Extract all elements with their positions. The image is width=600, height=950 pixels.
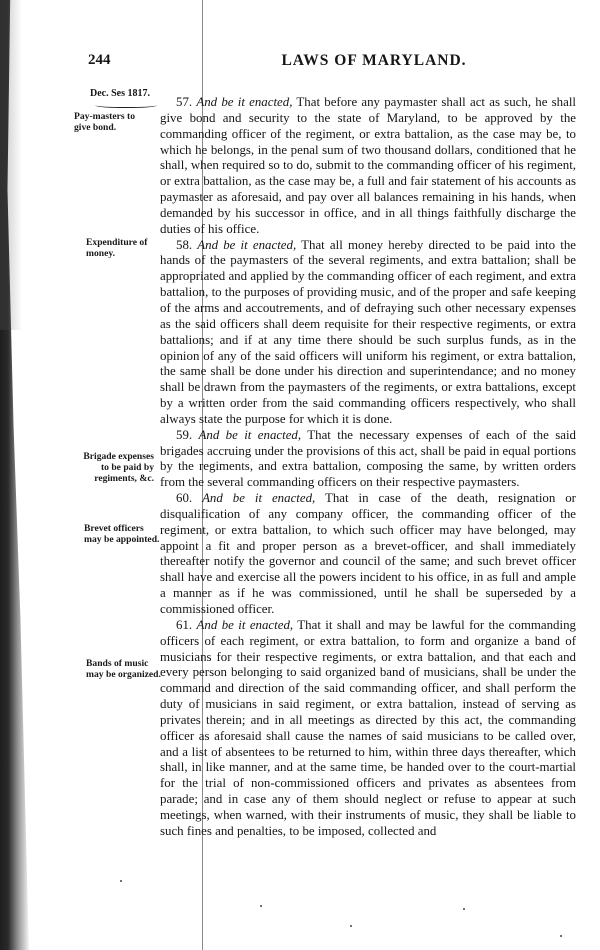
- scan-speck: [260, 905, 262, 907]
- session-note: Dec. Ses 1817.: [90, 88, 150, 99]
- page-header: [88, 52, 570, 72]
- body-text: [160, 95, 576, 840]
- margin-note-expenditure: Expenditure of money.: [86, 237, 148, 259]
- section-57: [160, 95, 576, 238]
- scan-speck: [120, 880, 122, 882]
- section-number: 59.: [176, 427, 193, 442]
- section-text: That before any paymaster shall act as such, he shall give bond and security to the state of Maryland, to be approved by the commanding officer of the regiment, or extra battalion, as the case may be, to which he belongs, in the penal sum of two thousand dollars, conditioned that he shall, when required so to do, submit to the commanding officer of his regiment, or extra battalion, as the case may be, a full and fair statement of his accounts as paymaster as aforesaid, and pay over all balances remaining in his hands, when demanded by his successor in office, and in all things faithfully discharge the duties of his office.: [160, 95, 576, 236]
- section-number: 60.: [176, 491, 193, 506]
- enacting-clause: And be it enacted,: [202, 491, 316, 506]
- section-text: That the necessary expenses of each of the said brigades accruing under the provisions of this act, shall be paid in equal portions by the regiments, and extra battalion, composing the same, by written orders from the several commanding officers on their respective paymasters.: [160, 427, 576, 490]
- section-text: That in case of the death, resignation or disqualification of any company officer, the commanding officer of the regiment, or extra battalion, to which such officer may have belonged, may appoint a fit and proper person as a brevet-officer, and shall immediately thereafter notify the governor and council of the same; and such brevet officer shall have and exercise all the powers incident to his office, in as full and ample a manner as if he was commissioned, until he shall be superseded by a commissioned officer.: [160, 491, 576, 616]
- scan-speck: [560, 935, 562, 937]
- enacting-clause: And be it enacted,: [196, 617, 294, 632]
- enacting-clause: And be it enacted,: [196, 95, 293, 109]
- section-58: [160, 238, 576, 428]
- section-number: 57.: [176, 95, 193, 109]
- scan-speck: [463, 908, 465, 910]
- enacting-clause: And be it enacted,: [197, 237, 297, 252]
- enacting-clause: And be it enacted,: [198, 427, 302, 442]
- scan-shadow-top: [0, 0, 22, 330]
- margin-note-brigade: Brigade expenses to be paid by regiments, &c.: [83, 451, 154, 484]
- section-text: That all money hereby directed to be paid into the hands of the paymasters of the several regiments, and extra battalion; shall be appropriated and applied by the commanding officer of each regiment, and extra battalion, to the purposes of providing music, and of the proper and safe keeping of the arms and accoutrements, and of defraying such other necessary expenses as the said officers shall deem requisite for their respective regiments, or extra battalions; and if at any time there should be such surplus funds, as in the opinion of any of the said officers will uniform his regiment, or extra battalion, the same shall be done under his direction and superintendance; and no money shall be drawn from the paymasters of the regiments, or extra battalions, except by a written order from the said commanding officers respectively, who shall always state the purpose for which it is done.: [160, 237, 576, 426]
- section-text: That it shall and may be lawful for the commanding officers of each regiment, or extra battalion, to form and organize a band of musicians for their respective regiments, or extra battalion, and that each and every person belonging to said organized band of musicians, shall be under the command and direction of the said commanding officer, and shall perform the duty of musicians in said regiment, or extra battalion, instead of serving as privates therein; and in all meetings as directed by this act, the commanding officer as aforesaid shall cause the names of said musicians to be called over, and a list of absentees to be returned to him, within three days thereafter, which shall, in like manner, and at the same time, be handed over to the court-martial for the trial of non-commissioned officers and privates as absentees from parade; and in case any of them should neglect or refuse to appear at such meetings, when warned, with their instruments of music, they shall be liable to such fines and penalties, to be imposed, collected and: [160, 617, 576, 838]
- running-title: LAWS OF MARYLAND.: [281, 52, 467, 69]
- section-59: [160, 428, 576, 491]
- margin-note-brevet: Brevet officers may be appointed.: [84, 523, 160, 545]
- margin-note-bands: Bands of music may be organized.: [86, 658, 161, 680]
- section-61: [160, 618, 576, 840]
- scan-speck: [350, 925, 352, 927]
- section-number: 58.: [176, 237, 193, 252]
- margin-note-paymasters: Pay-masters to give bond.: [74, 111, 136, 133]
- section-60: [160, 491, 576, 618]
- brace-mark: [95, 101, 157, 108]
- section-number: 61.: [176, 617, 193, 632]
- page-number: 244: [88, 52, 111, 68]
